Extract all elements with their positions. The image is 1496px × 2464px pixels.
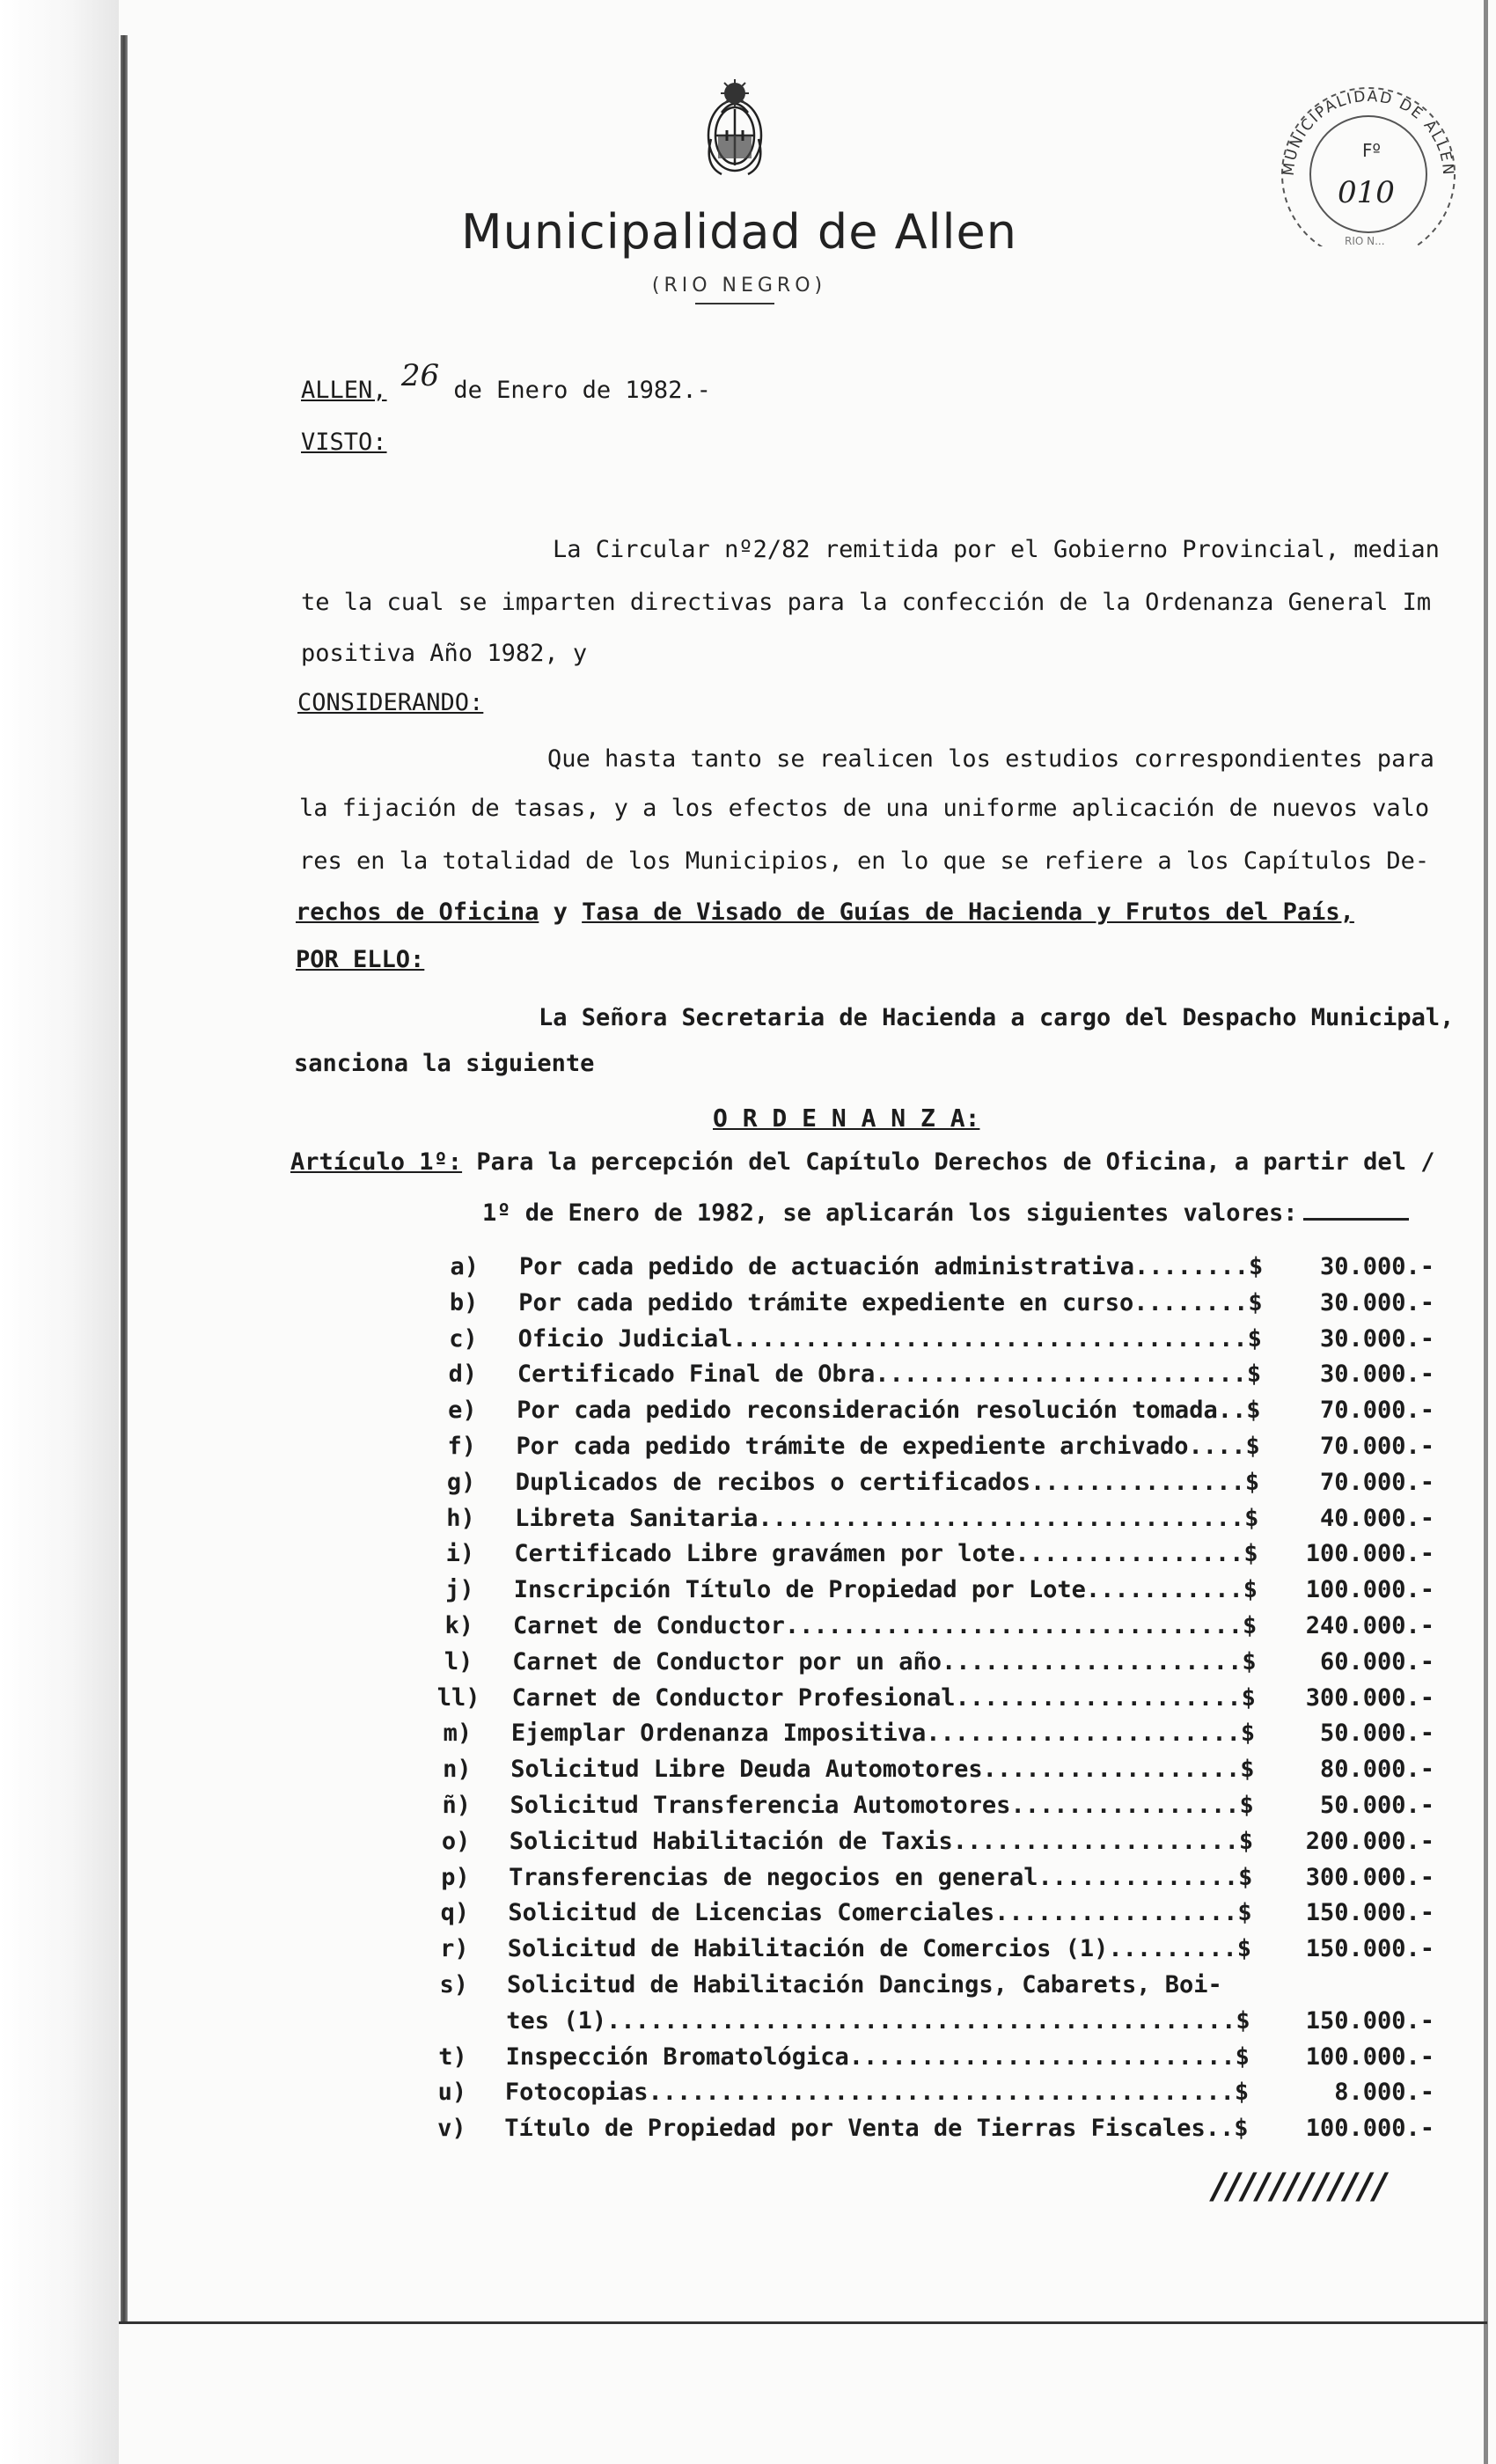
fee-value: 50.000.- <box>1319 1720 1434 1748</box>
ordenanza-heading: O R D E N A N Z A: <box>713 1104 980 1133</box>
fee-letter: c) <box>449 1324 478 1353</box>
fee-letter: q) <box>440 1899 470 1927</box>
fee-value: 100.000.- <box>1305 1576 1434 1604</box>
fee-value: 8.000.- <box>1334 2079 1434 2107</box>
fee-value: 100.000.- <box>1305 2042 1434 2071</box>
svg-text:MUNICIPALIDAD DE ALLEN <box>1280 88 1457 177</box>
conjunction: y <box>553 898 568 926</box>
page-right-edge <box>1484 0 1488 2464</box>
sanciona-line-1: La Señora Secretaria de Hacienda a cargo del Despacho Municipal, <box>539 1004 1455 1031</box>
fee-row <box>0 1469 1478 1504</box>
sanciona-line-2: sanciona la siguiente <box>294 1050 595 1077</box>
fee-letter: g) <box>446 1468 476 1496</box>
fee-row <box>0 1325 1478 1360</box>
considerando-line-1: Que hasta tanto se realicen los estudios correspondientes para <box>547 745 1434 773</box>
fee-row <box>0 1433 1478 1468</box>
considerando-heading: CONSIDERANDO: <box>297 689 484 716</box>
fee-description: Ejemplar Ordenanza Impositiva......................$ <box>510 1720 1256 1748</box>
fee-value: 70.000.- <box>1319 1433 1434 1460</box>
fee-letter: f) <box>447 1433 476 1460</box>
fee-value: 30.000.- <box>1319 1288 1434 1316</box>
fee-description: Duplicados de recibos o certificados...............$ <box>515 1468 1260 1496</box>
fee-letter: p) <box>441 1863 470 1891</box>
fee-letter: d) <box>448 1360 478 1389</box>
fee-description: Solicitud Libre Deuda Automotores..................$ <box>510 1756 1255 1784</box>
fee-value: 80.000.- <box>1319 1756 1434 1784</box>
fee-row <box>0 2007 1478 2042</box>
fee-description: Carnet de Conductor por un año.....................$ <box>512 1647 1257 1676</box>
fee-description: Solicitud Transferencia Automotores................$ <box>510 1792 1254 1819</box>
fee-value: 100.000.- <box>1305 1540 1434 1568</box>
fee-value: 30.000.- <box>1319 1324 1434 1353</box>
fee-value: 240.000.- <box>1305 1612 1434 1639</box>
articulo-text-1: Para la percepción del Capítulo Derechos de Oficina, a partir del / <box>476 1148 1435 1176</box>
visto-line-2: te la cual se imparten directivas para la confección de la Ordenanza General Im <box>301 589 1432 616</box>
fee-row <box>0 1899 1478 1934</box>
fee-value: 150.000.- <box>1305 2006 1434 2035</box>
coat-of-arms-icon <box>695 77 774 181</box>
fee-row <box>0 2043 1478 2079</box>
fee-description: Solicitud Habilitación de Taxis....................$ <box>509 1827 1254 1855</box>
fee-description: Solicitud de Habilitación de Comercios (1).........$ <box>507 1935 1251 1963</box>
fee-letter: b) <box>449 1288 479 1316</box>
fee-description: Por cada pedido reconsideración resolución tomada..$ <box>517 1397 1261 1425</box>
fee-row <box>0 1397 1478 1432</box>
fee-description: Carnet de Conductor Profesional....................$ <box>511 1683 1256 1712</box>
fee-letter: k) <box>444 1612 473 1639</box>
fee-value: 50.000.- <box>1319 1792 1434 1819</box>
fee-letter: ñ) <box>442 1792 471 1819</box>
fee-description: Fotocopias.........................................$ <box>504 2079 1250 2107</box>
date-line <box>301 358 711 406</box>
fee-letter: v) <box>437 2115 466 2143</box>
fee-value: 70.000.- <box>1319 1468 1434 1496</box>
considerando-line-2: la fijación de tasas, y a los efectos de una uniforme aplicación de nuevos valo <box>299 795 1430 822</box>
fee-letter: h) <box>446 1504 475 1532</box>
fee-description: tes (1)............................................$ <box>506 2006 1250 2035</box>
fee-description: Solicitud de Habilitación Dancings, Cabarets, Boi- <box>507 1971 1222 1998</box>
fee-row <box>0 1540 1478 1575</box>
fee-row <box>0 1648 1478 1683</box>
articulo-text-2: 1º de Enero de 1982, se aplicarán los siguientes valores: <box>482 1199 1298 1227</box>
fee-row <box>0 1792 1478 1827</box>
fee-value: 150.000.- <box>1305 1935 1434 1963</box>
fee-value: 60.000.- <box>1319 1647 1434 1676</box>
fee-description: Título de Propiedad por Venta de Tierras Fiscales..$ <box>504 2115 1249 2143</box>
visto-line-1: La Circular nº2/82 remitida por el Gobierno Provincial, median <box>553 536 1440 563</box>
visto-heading: VISTO: <box>301 429 387 456</box>
date-day: 26 <box>400 358 440 393</box>
fee-row <box>0 1756 1478 1791</box>
visto-line-3: positiva Año 1982, y <box>301 640 588 667</box>
fee-value: 70.000.- <box>1319 1397 1434 1425</box>
fee-description: Por cada pedido de actuación administrativa........$ <box>519 1253 1264 1280</box>
fee-letter: a) <box>450 1253 479 1280</box>
fee-letter: o) <box>441 1827 471 1855</box>
considerando-line-3: res en la totalidad de los Municipios, en lo que se refiere a los Capítulos De- <box>299 847 1430 875</box>
fee-letter: l) <box>444 1647 473 1676</box>
fee-letter: m) <box>443 1720 473 1748</box>
fee-description: Carnet de Conductor................................$ <box>513 1612 1258 1639</box>
fee-row <box>0 1505 1478 1540</box>
considerando-line-4 <box>296 898 1354 928</box>
fee-row <box>0 1935 1478 1970</box>
fee-description: Por cada pedido trámite de expediente archivado....$ <box>516 1433 1260 1460</box>
fee-row <box>0 1360 1478 1396</box>
fee-description: Certificado Final de Obra..........................$ <box>517 1360 1262 1389</box>
articulo-line-2 <box>482 1199 1409 1228</box>
fee-row <box>0 1612 1478 1647</box>
fee-value: 300.000.- <box>1305 1863 1434 1891</box>
fee-letter: t) <box>438 2042 467 2071</box>
page-bottom-edge <box>119 2321 1487 2324</box>
chapter-tasa-visado: Tasa de Visado de Guías de Hacienda y Frutos del País, <box>582 898 1354 926</box>
articulo-label: Artículo 1º: <box>290 1148 463 1176</box>
fee-value: 30.000.- <box>1319 1360 1434 1389</box>
fee-row <box>0 1971 1478 2006</box>
fee-row <box>0 2079 1478 2114</box>
fee-description: Libreta Sanitaria..................................$ <box>515 1504 1259 1532</box>
fee-row <box>0 1720 1478 1755</box>
fee-letter: n) <box>443 1756 472 1784</box>
province-subtitle: (RIO NEGRO) <box>651 275 827 297</box>
fee-letter: ll) <box>436 1683 480 1712</box>
fee-description: Inscripción Título de Propiedad por Lote...........$ <box>513 1576 1258 1604</box>
fee-description: Inspección Bromatológica...........................$ <box>505 2042 1250 2071</box>
subtitle-underline <box>695 303 774 304</box>
fee-value: 300.000.- <box>1305 1683 1434 1712</box>
fee-row <box>0 2115 1478 2150</box>
folio-stamp <box>1267 70 1470 246</box>
fee-value: 100.000.- <box>1305 2115 1434 2143</box>
fee-letter: s) <box>439 1971 468 1998</box>
date-prefix: ALLEN, <box>301 377 387 404</box>
fee-value: 40.000.- <box>1319 1504 1434 1532</box>
stamp-folio-number: 010 <box>1338 175 1395 210</box>
por-ello-heading: POR ELLO: <box>296 946 425 973</box>
fee-letter: u) <box>437 2079 467 2107</box>
stamp-ring-text: MUNICIPALIDAD DE ALLEN <box>1280 87 1457 178</box>
fee-row <box>0 1576 1478 1611</box>
fee-letter: e) <box>448 1397 477 1425</box>
fee-description: Oficio Judicial....................................$ <box>517 1324 1262 1353</box>
fee-letter: i) <box>445 1540 475 1568</box>
fee-description: Solicitud de Licencias Comerciales.................$ <box>508 1899 1252 1927</box>
fee-row <box>0 1684 1478 1720</box>
closing-slashes: //////////// <box>1213 2167 1389 2207</box>
fee-row <box>0 1864 1478 1899</box>
stamp-folio-label: Fº <box>1362 140 1381 161</box>
fee-value: 30.000.- <box>1319 1253 1434 1280</box>
fee-value: 150.000.- <box>1305 1899 1434 1927</box>
fee-row <box>0 1289 1478 1324</box>
fee-description: Certificado Libre gravámen por lote................$ <box>514 1540 1258 1568</box>
institution-title: Municipalidad de Allen <box>461 204 1017 260</box>
fee-row <box>0 1828 1478 1863</box>
fee-letter: r) <box>440 1935 469 1963</box>
fee-value: 200.000.- <box>1305 1827 1434 1855</box>
fee-description: Transferencias de negocios en general..............$ <box>509 1863 1253 1891</box>
fee-row <box>0 1253 1478 1288</box>
stamp-bottom-text: RIO N... <box>1345 235 1385 246</box>
articulo-line-1 <box>290 1148 1434 1177</box>
fee-description: Por cada pedido trámite expediente en curso........$ <box>518 1288 1263 1316</box>
chapter-derechos-oficina: rechos de Oficina <box>296 898 539 926</box>
fee-letter: j) <box>445 1576 474 1604</box>
date-suffix: de Enero de 1982.- <box>453 377 711 404</box>
